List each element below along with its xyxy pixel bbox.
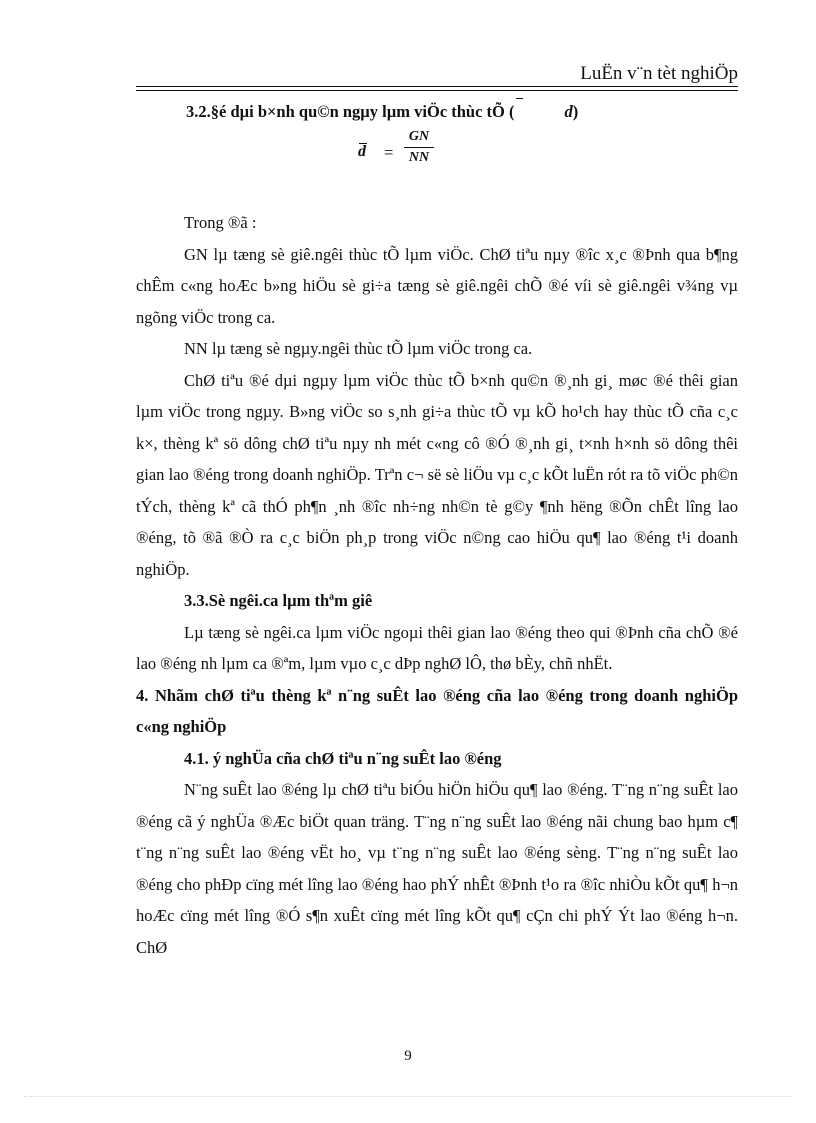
paragraph-gn-definition: GN lµ tæng sè giê.ngêi thùc tÕ lµm viÖc. ChØ tiªu nµy ®îc x¸c ®Þnh qua b¶ng chÊm c«ng hoÆc b»ng hiÖu sè gi÷a tæng sè giê.ngêi chÕ ®é víi sè giê.ngêi v¾ng vµ ngõng viÖc trong ca. <box>136 244 738 327</box>
paragraph-avg-day-explanation: ChØ tiªu ®é dµi ngµy lµm viÖc thùc tÕ b×nh qu©n ®¸nh gi¸ møc ®é thêi gian lµm viÖc trong ngµy. B»ng viÖc so s¸nh gi÷a thùc tÕ vµ kÕ ho¹ch hay thùc tÕ cña c¸c k×, thèng kª sö dông chØ tiªu nµy nh mét c«ng cô ®Ó ®¸nh gi¸ t×nh h×nh sö dông thêi gian lao ®éng trong doanh nghiÖp. Trªn c¬ së sè liÖu vµ c¸c kÕt luËn rót ra tõ viÖc ph©n tÝch, thèng kª cã thÓ ph¶n ¸nh ®îc nh÷ng nh©n tè g©y ¶nh hëng ®Õn chÊt lîng lao ®éng, tõ ®ã ®Ò ra c¸c biÖn ph¸p trong viÖc n©ng cao hiÖu qu¶ lao ®éng t¹i doanh nghiÖp. <box>136 370 738 579</box>
overbar <box>516 98 523 99</box>
paragraph-overtime: Lµ tæng sè ngêi.ca lµm viÖc ngoµi thêi gian lao ®éng theo qui ®Þnh cña chÕ ®é lao ®éng nh lµm ca ®ªm, lµm vµo c¸c dÞp nghØ lÔ, thø bÈy, chñ nhËt. <box>136 622 738 673</box>
heading-3-2 <box>136 97 738 127</box>
spacer <box>136 185 738 207</box>
header-rule-thick <box>136 86 738 87</box>
page-number: 9 <box>404 1048 412 1064</box>
page-bottom-dotted-line <box>24 1096 792 1097</box>
heading-3-2-close: ) <box>572 102 579 121</box>
formula-denominator: NN <box>408 150 430 165</box>
paragraph-nn-definition: NN lµ tæng sè ngµy.ngêi thùc tÕ lµm viÖc trong ca. <box>184 339 533 358</box>
formula-numerator: GN <box>404 129 434 148</box>
paragraph-trong-do: Trong ®ã : <box>184 213 257 232</box>
document-header: LuËn v¨n tèt nghiÖp <box>580 63 738 84</box>
heading-3-3: 3.3.Sè ngêi.ca lµm thªm giê <box>184 591 373 610</box>
heading-4: 4. Nhãm chØ tiªu thèng kª n¨ng suÊt lao ®éng cña lao ®éng trong doanh nghiÖp c«ng nghiÖp <box>136 685 738 736</box>
formula-lhs <box>358 143 366 161</box>
overbar <box>359 143 367 144</box>
formula-fraction <box>404 129 434 166</box>
formula-avg-day-length <box>358 129 738 185</box>
heading-3-2-var <box>515 97 573 127</box>
heading-4-1: 4.1. ý nghÜa cña chØ tiªu n¨ng suÊt lao ®éng <box>184 748 502 768</box>
heading-3-2-var-letter: d <box>564 102 573 121</box>
formula-equals: = <box>384 143 394 162</box>
header-rule-thin <box>136 90 738 91</box>
paragraph-productivity-meaning: N¨ng suÊt lao ®éng lµ chØ tiªu biÓu hiÖn hiÖu qu¶ lao ®éng. T¨ng n¨ng suÊt lao ®éng cã ý nghÜa ®Æc biÖt quan träng. T¨ng n¨ng suÊt lao ®éng nãi chung bao hµm c¶ t¨ng n¨ng suÊt lao ®éng vËt ho¸ vµ t¨ng n¨ng suÊt lao ®éng sèng. T¨ng n¨ng suÊt lao ®éng cho phÐp cïng mét lîng lao ®éng hao phÝ nhÊt ®Þnh t¹o ra ®îc nhiÒu kÕt qu¶ h¬n hoÆc cïng mét lîng ®Ó s¶n xuÊt cïng mét lîng kÕt qu¶ cÇn chi phÝ Ýt lao ®éng h¬n. ChØ <box>136 780 738 957</box>
heading-3-2-text: 3.2.§é dµi b×nh qu©n ngµy lµm viÖc thùc tÕ ( <box>186 102 515 121</box>
formula-lhs-letter: d <box>358 143 366 160</box>
page-content <box>136 97 738 963</box>
